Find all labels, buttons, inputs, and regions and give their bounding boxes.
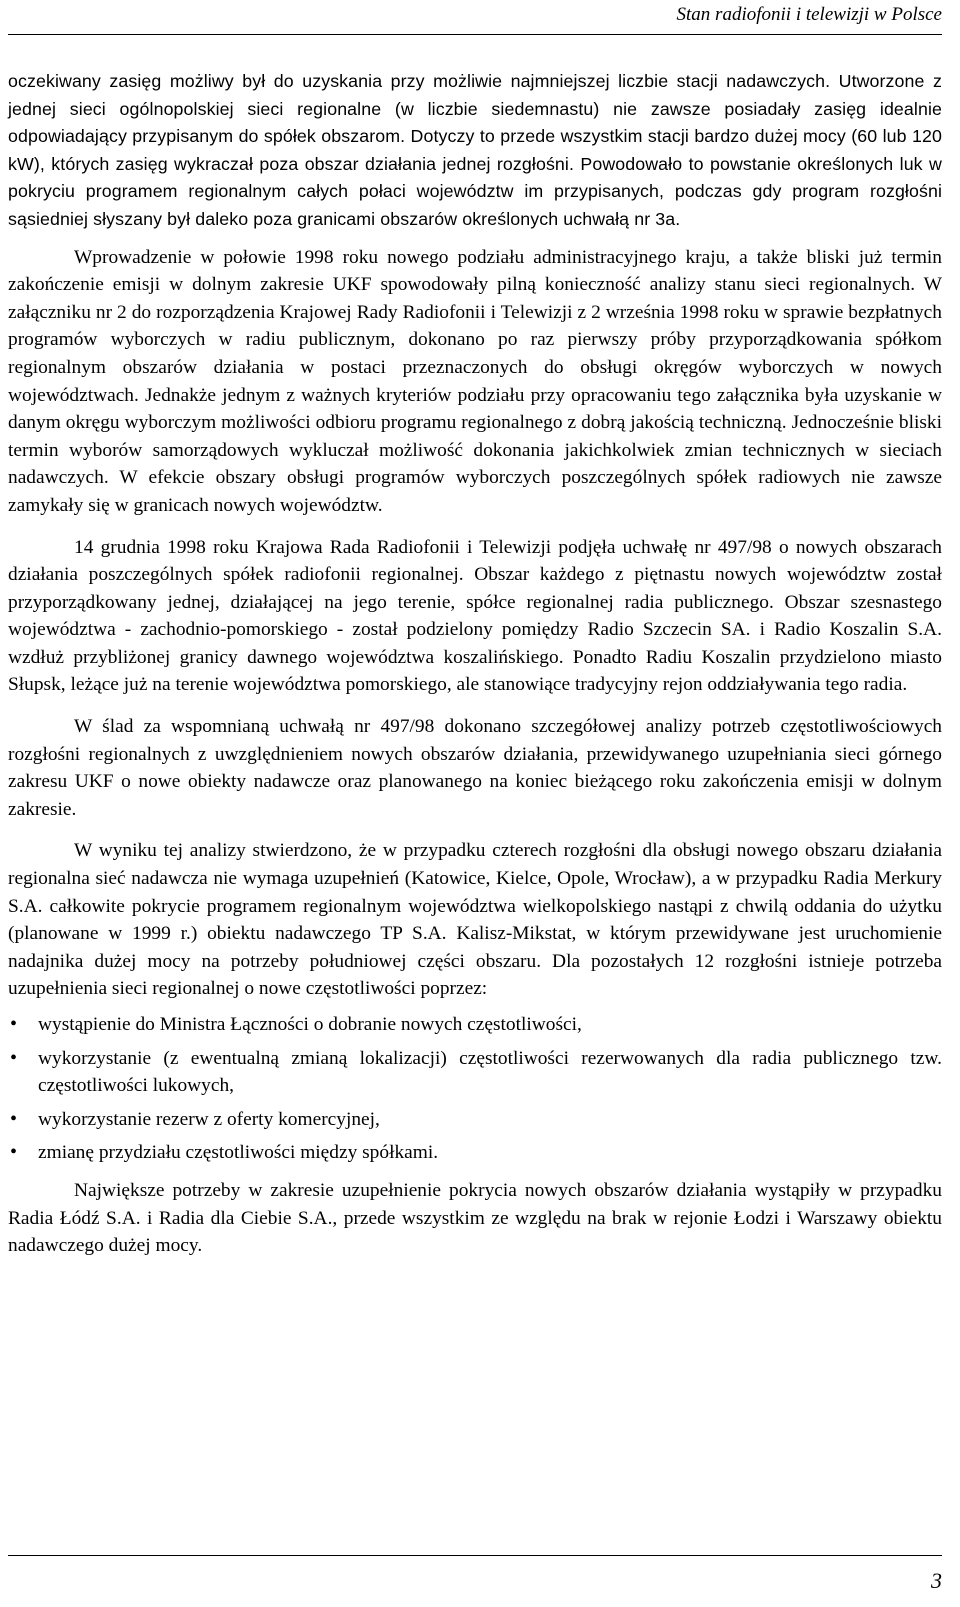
list-item: • zmianę przydziału częstotliwości między spółkami.: [8, 1139, 942, 1167]
list-item: • wystąpienie do Ministra Łączności o dobranie nowych częstotliwości,: [8, 1011, 942, 1039]
document-body: [8, 68, 942, 1260]
paragraph-5: W wyniku tej analizy stwierdzono, że w przypadku czterech rozgłośni dla obsługi nowego obszaru działania regionalna sieć nadawcza nie wymaga uzupełnień (Katowice, Kielce, Opole, Wrocław), a w przypadku Radia Merkury S.A. całkowite pokrycie programem regionalnym województwa wielkopolskiego nastąpi z chwilą oddania do użytku (planowane w 1999 r.) obiektu nadawczego TP S.A. Kalisz-Mikstat, w którym przewidywane jest uruchomienie nadajnika dużej mocy na potrzeby południowej części obszaru. Dla pozostałych 12 rozgłośni istnieje potrzeba uzupełnienia sieci regionalnej o nowe częstotliwości poprzez:: [8, 840, 942, 1000]
paragraph-6: Największe potrzeby w zakresie uzupełnienie pokrycia nowych obszarów działania wystąpiły w przypadku Radia Łódź S.A. i Radia dla Ciebie S.A., przede wszystkim ze względu na brak w rejonie Łodzi i Warszawy obiektu nadawczego dużej mocy.: [8, 1179, 942, 1257]
paragraph-4: W ślad za wspomnianą uchwałą nr 497/98 dokonano szczegółowej analizy potrzeb częstotliwościowych rozgłośni regionalnych z uwzględnieniem nowych obszarów działania, przewidywanego uzupełniania sieci górnego zakresu UKF o nowe obiekty nadawcze oraz planowanego na koniec bieżącego roku zakończenia emisji w dolnym zakresie.: [8, 716, 942, 820]
running-title: Stan radiofonii i telewizji w Polsce: [676, 4, 942, 25]
page-header: [8, 0, 942, 35]
paragraph-3: 14 grudnia 1998 roku Krajowa Rada Radiofonii i Telewizji podjęła uchwałę nr 497/98 o nowych obszarach działania poszczególnych spółek radiofonii regionalnej. Obszar każdego z piętnastu nowych województw został przyporządkowany jednej, działającej na jego terenie, spółce regionalnej radia publicznego. Obszar szesnastego województwa - zachodnio-pomorskiego - został podzielony pomiędzy Radio Szczecin SA. i Radio Koszalin S.A. wzdłuż przybliżonej granicy dawnego województwa koszalińskiego. Ponadto Radiu Koszalin przydzielono miasto Słupsk, leżące już na terenie województwa pomorskiego, ale stanowiące tradycyjny rejon oddziaływania tego radia.: [8, 536, 942, 696]
paragraph-1: oczekiwany zasięg możliwy był do uzyskania przy możliwie najmniejszej liczbie stacji nadawczych. Utworzone z jednej sieci ogólnopolskiej sieci regionalne (w liczbie siedemnastu) nie zawsze posiadały zasięg idealnie odpowiadający przypisanym do spółek obszarom. Dotyczy to przede wszystkim stacji bardzo dużej mocy (60 lub 120 kW), których zasięg wykraczał poza obszar działania jednej rozgłośni. Powodowało to powstanie określonych luk w pokryciu programem regionalnym całych połaci województw im przypisanych, podczas gdy program rozgłośni sąsiedniej słyszany był daleko poza granicami obszarów określonych uchwałą nr 3a.: [8, 71, 942, 229]
page-footer: [8, 1555, 942, 1593]
bullet-list: [8, 1011, 942, 1167]
list-item: • wykorzystanie rezerw z oferty komercyjnej,: [8, 1106, 942, 1134]
list-item: • wykorzystanie (z ewentualną zmianą lokalizacji) częstotliwości rezerwowanych dla radia publicznego tzw. częstotliwości lukowych,: [8, 1045, 942, 1100]
paragraph-2: Wprowadzenie w połowie 1998 roku nowego podziału administracyjnego kraju, a także bliski już termin zakończenie emisji w dolnym zakresie UKF spowodowały pilną konieczność analizy stanu sieci regionalnych. W załączniku nr 2 do rozporządzenia Krajowej Rady Radiofonii i Telewizji z 2 września 1998 roku w sprawie bezpłatnych programów wyborczych w radiu publicznym, dokonano po raz pierwszy próby przyporządkowania spółkom regionalnym obszarów działania w postaci przeznaczonych do obsługi okręgów wyborczych w nowych województwach. Jednakże jednym z ważnych kryteriów podziału przy opracowaniu tego załącznika była uzyskanie w danym okręgu wyborczym możliwości odbioru programu regionalnego z dobrą jakością techniczną. Jednocześnie bliski termin wyborów samorządowych wykluczał możliwość dokonania jakichkolwiek zmian technicznych w sieciach nadawczych. W efekcie obszary obsługi programów wyborczych poszczególnych spółek radiowych nie zawsze zamykały się w granicach nowych województw.: [8, 246, 942, 516]
page-number: 3: [931, 1568, 942, 1593]
